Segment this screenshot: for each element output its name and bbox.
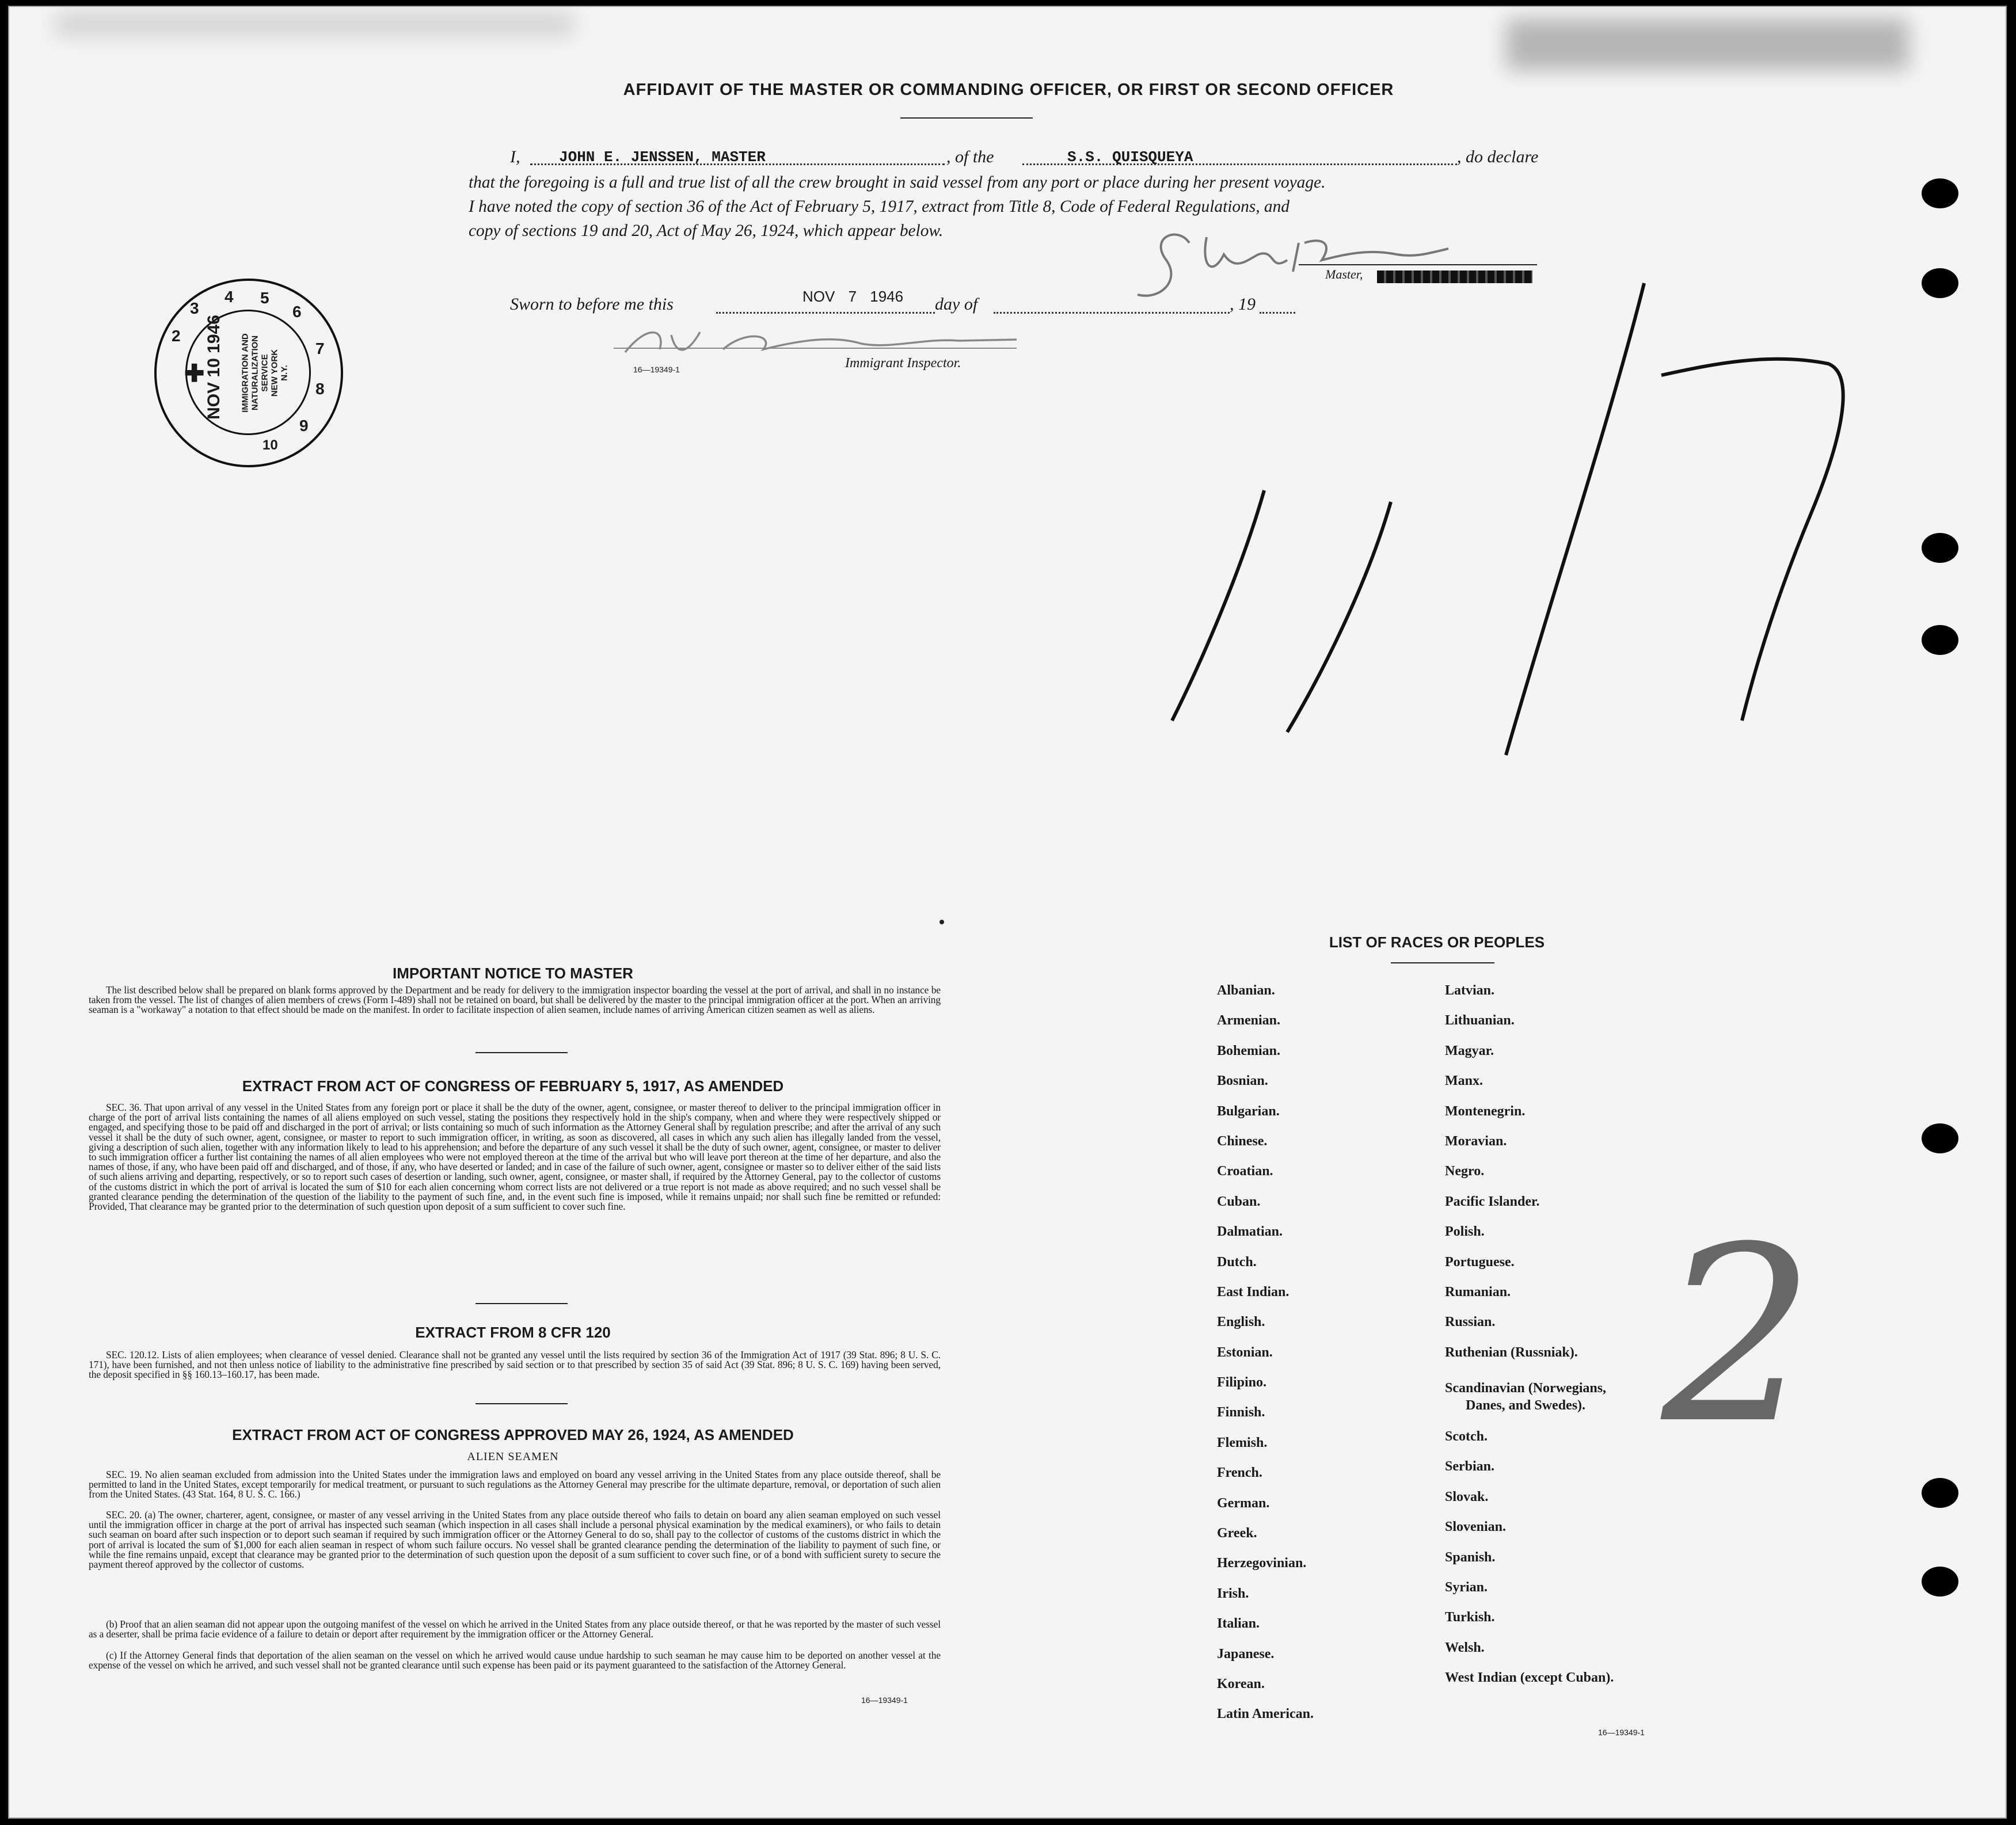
race-item: Albanian. — [1217, 983, 1275, 998]
extract-1924-title: EXTRACT FROM ACT OF CONGRESS APPROVED MAY 26, 1924, AS AMENDED — [232, 1426, 794, 1443]
stamp-dial-number: 3 — [190, 299, 199, 317]
race-item: West Indian (except Cuban). — [1445, 1670, 1614, 1686]
notice-body: The list described below shall be prepared on blank forms approved by the Department and be ready for delivery to the immigration inspector boarding the vessel at the port of arrival, and shall in no instance be taken from the vessel. The list of changes of alien members of crews (Form I-489) shall not be retained on board, but shall be delivered by the master to the principal immigration officer at the port. When an arriving seaman is a "workaway" a notation to that effect should be made on the manifest. In order to facilitate inspection of alien seamen, include names of arriving American citizen seamen as well as aliens. — [89, 984, 941, 1016]
race-item: East Indian. — [1217, 1284, 1290, 1300]
race-item: Flemish. — [1217, 1435, 1268, 1450]
race-item: Turkish. — [1445, 1610, 1495, 1625]
day-of-label: day of — [935, 295, 978, 314]
races-column-2 — [1445, 982, 1614, 1700]
form-code: 16—19349-1 — [861, 1696, 908, 1705]
race-item: Bohemian. — [1217, 1043, 1281, 1058]
stamp-dial-number: 7 — [315, 340, 325, 357]
extract-1924-sec20b: (b) Proof that an alien seaman did not appear upon the outgoing manifest of the vessel on which he arrived in the United States from any place outside thereof, or that he was reported by the master of such vessel as a deserter, shall be prima facie evidence of a failure to detain or deport after requirement by the immigration officer or the Attorney General. — [89, 1618, 941, 1640]
race-item: Portuguese. — [1445, 1254, 1515, 1270]
inspector-signature — [614, 318, 1028, 364]
race-item: Magyar. — [1445, 1043, 1494, 1058]
race-item: Irish. — [1217, 1586, 1249, 1601]
year-label: , 19 — [1230, 295, 1256, 314]
stamp-agency-line: SERVICE — [260, 354, 270, 392]
punch-hole — [1922, 178, 1958, 208]
race-item: Latin American. — [1217, 1706, 1314, 1722]
inspector-signature-line — [614, 348, 1017, 349]
punch-hole — [1922, 1567, 1958, 1597]
races-column-1 — [1217, 982, 1314, 1736]
i-label: I, — [510, 147, 520, 166]
extract-1924-sec20c: (c) If the Attorney General finds that deportation of the alien seaman on the vessel on which he arrived would cause undue hardship to such seaman he may cause him to be deported on another vessel at the expense of the vessel on which he arrived, and such vessel shall not be granted clearance until such expense has been paid or its payment guaranteed to the satisfaction of the Attorney General. — [89, 1649, 941, 1671]
stamp-dial-number: 8 — [315, 380, 325, 398]
extract-1917-title: EXTRACT FROM ACT OF CONGRESS OF FEBRUARY 5, 1917, AS AMENDED — [242, 1077, 784, 1095]
race-item: Negro. — [1445, 1164, 1485, 1179]
race-item: Dalmatian. — [1217, 1224, 1283, 1240]
stamp-date: NOV 10 1946 — [204, 315, 223, 420]
race-item: English. — [1217, 1315, 1265, 1330]
punch-hole — [1922, 533, 1958, 563]
stamp-dial-number: 4 — [225, 288, 234, 306]
declaration-line: copy of sections 19 and 20, Act of May 26, 1924, which appear below. — [469, 222, 944, 240]
race-item: Croatian. — [1217, 1164, 1273, 1179]
race-item: Moravian. — [1445, 1133, 1507, 1149]
stamp-agency-line: NATURALIZATION — [250, 335, 260, 411]
sworn-date-line — [716, 312, 935, 314]
do-declare-label: , do declare — [1457, 147, 1539, 166]
race-item: Rumanian. — [1445, 1284, 1511, 1300]
race-item: Bosnian. — [1217, 1073, 1268, 1089]
race-item: French. — [1217, 1465, 1262, 1481]
race-item: Chinese. — [1217, 1133, 1268, 1149]
race-item: Herzegovinian. — [1217, 1556, 1307, 1571]
title-rule — [1391, 962, 1494, 963]
race-item: Estonian. — [1217, 1344, 1273, 1360]
race-item: Italian. — [1217, 1616, 1260, 1632]
race-item: Latvian. — [1445, 983, 1495, 998]
race-item: Serbian. — [1445, 1459, 1495, 1475]
stamp-dial-number: 10 — [263, 437, 278, 453]
race-item: Danes, and Swedes). — [1466, 1398, 1586, 1413]
extract-cfr-body: SEC. 120.12. Lists of alien employees; when clearance of vessel denied. Clearance shall not be granted any vessel until the lists required by section 36 of the Immigration Act of 1917 (39 Stat. 896; 8 U. S. C. 171), have been furnished, and not then unless notice of liability to the administrative fine prescribed by said section or to that prescribed by section 35 of said Act (39 Stat. 896; 8 U. S. C. 169) having been served, the deposit specified in §§ 160.13–160.17, has been made. — [89, 1349, 941, 1381]
race-item: Manx. — [1445, 1073, 1483, 1089]
race-item: Slovak. — [1445, 1489, 1489, 1504]
race-item: Pacific Islander. — [1445, 1194, 1540, 1209]
race-item: Scandinavian (Norwegians, — [1445, 1381, 1607, 1396]
sworn-date-value: NOV 7 1946 — [802, 288, 904, 305]
extract-1917-body: SEC. 36. That upon arrival of any vessel in the United States from any foreign port or place it shall be the duty of the owner, agent, consignee, or master thereof to deliver to the principal immigration officer in charge of the port of arrival lists containing the names of all aliens employed on such vessel, stating the positions they respectively hold in the ship's company, when and where they were respectively shipped or engaged, and specifying those to be paid off and discharged in the port of arrival; or lists containing so much of such information as the Attorney General shall by regulation prescribe; and after the arrival of any such vessel it shall be the duty of such owner, agent, consignee, or master to report to such immigration officer, in writing, as soon as discovered, all cases in which any such alien has illegally landed from the vessel, giving a description of such alien, together with any information likely to lead to his apprehension; and before the departure of any such vessel it shall be the duty of such owner, agent, consignee, or master to deliver to such immigration officer a further list containing the names of all alien employees who were not employed thereon at the time of the arrival but who will leave port thereon at the time of her departure, and also the names of those, if any, who have been paid off and discharged, and of those, if any, who have deserted or landed; and in case of the failure of such owner, agent, consignee or master so to deliver either of the said lists of such aliens arriving and departing, respectively, or so to report such cases of desertion or landing, such owner, agent, consignee, or master shall, if required by the Attorney General, pay to the collector of customs of the customs district in which the port of arrival is located the sum of $10 for each alien concerning whom correct lists are not delivered or a true report is not made as above required; and no such vessel shall be granted clearance pending the determination of the question of the liability to the payment of such fine, and, in the event such fine is imposed, while it remains unpaid; nor shall such fine be remitted or refunded: Provided, That clearance may be granted prior to the determination of such question upon deposit of a sum sufficient to cover such fine. — [89, 1102, 941, 1213]
stamp-agency-line: N.Y. — [279, 365, 290, 381]
master-caption: Master, — [1325, 267, 1363, 281]
stamp-agency-line: NEW YORK — [269, 349, 280, 397]
race-item: Spanish. — [1445, 1549, 1496, 1565]
master-signature-line — [1299, 264, 1537, 265]
punch-hole — [1922, 268, 1958, 298]
vessel-value: S.S. QUISQUEYA — [1067, 148, 1193, 166]
race-item: Montenegrin. — [1445, 1103, 1526, 1119]
race-item: Welsh. — [1445, 1640, 1485, 1655]
race-item: Scotch. — [1445, 1429, 1488, 1445]
race-item: Bulgarian. — [1217, 1103, 1280, 1119]
extract-cfr-title: EXTRACT FROM 8 CFR 120 — [415, 1324, 611, 1341]
section-rule — [476, 1403, 568, 1404]
extract-1924-sec20a: SEC. 20. (a) The owner, charterer, agent, consignee, or master of any vessel arriving in the United States from any place outside thereof who fails to detain on board any alien seaman employed on such vessel until the immigration officer in charge at the port of arrival has inspected such seaman (which inspection in all cases shall include a personal physical examination by the medical examiners), or who fails to detain such seaman on board after such inspection or to deport such seaman if required by such immigration officer or the Attorney General to do so, shall pay to the collector of customs of the customs district in which the port of arrival is located the sum of $1,000 for each alien seaman in respect of whom such failure occurs. No vessel shall be granted clearance pending the determination of the liability to payment of such fine, or while the fine remains unpaid, except that clearance may be granted prior to the determination of such question upon the deposit of a sum sufficient to cover such fine, or of a bond with sufficient surety to secure the payment thereof approved by the collector of customs. — [89, 1509, 941, 1571]
sworn-label: Sworn to before me this — [510, 295, 674, 314]
notice-title: IMPORTANT NOTICE TO MASTER — [393, 965, 633, 982]
punch-hole — [1922, 1478, 1958, 1508]
extract-1924-sec19: SEC. 19. No alien seaman excluded from admission into the United States under the immigration laws and employed on board any vessel arriving in the United States from any place outside thereof, shall be permitted to land in the United States, except temporarily for medical treatment, or pursuant to such regulations as the Attorney General may prescribe for the ultimate departure, removal, or deportation of such alien from the United States. (43 Stat. 164, 8 U. S. C. 166.) — [89, 1469, 941, 1500]
races-title: LIST OF RACES OR PEOPLES — [1329, 934, 1545, 951]
race-item: Lithuanian. — [1445, 1013, 1515, 1028]
date-stamp — [154, 279, 343, 467]
section-rule — [476, 1303, 568, 1304]
section-rule — [476, 1052, 568, 1053]
race-item: Cuban. — [1217, 1194, 1261, 1209]
handwritten-page-number: 2 — [1661, 1195, 1816, 1477]
race-item: Russian. — [1445, 1315, 1496, 1330]
punch-hole — [1922, 625, 1958, 655]
scan-smudge — [55, 13, 573, 36]
race-item: Ruthenian (Russniak). — [1445, 1344, 1578, 1360]
document-sheet — [8, 6, 2007, 1819]
title-rule — [900, 117, 1033, 119]
race-item: Dutch. — [1217, 1254, 1257, 1270]
punch-hole — [1922, 1123, 1958, 1153]
scan-smudge — [1506, 18, 1909, 70]
stamp-agency-line: IMMIGRATION AND — [240, 333, 250, 413]
stamp-dial-number: 9 — [299, 417, 309, 435]
affidavit-title: AFFIDAVIT OF THE MASTER OR COMMANDING OFFICER, OR FIRST OR SECOND OFFICER — [623, 81, 1394, 99]
race-item: Korean. — [1217, 1676, 1265, 1691]
declaration-line: I have noted the copy of section 36 of the Act of February 5, 1917, extract from Title 8, Code of Federal Regulations, and — [469, 197, 1290, 216]
race-item: Japanese. — [1217, 1646, 1275, 1662]
race-item: Armenian. — [1217, 1013, 1280, 1028]
race-item: Slovenian. — [1445, 1519, 1507, 1535]
race-item: Finnish. — [1217, 1405, 1265, 1420]
inspector-caption: Immigrant Inspector. — [845, 356, 961, 371]
stray-mark — [930, 910, 953, 934]
extract-1924-subtitle: ALIEN SEAMEN — [467, 1450, 559, 1463]
stamp-dial-number: 2 — [172, 327, 181, 345]
handwritten-number-large — [1149, 272, 1874, 778]
form-code: 16—19349-1 — [1598, 1728, 1645, 1737]
race-item: Polish. — [1445, 1224, 1485, 1240]
race-item: German. — [1217, 1495, 1270, 1511]
master-name-value: JOHN E. JENSSEN, MASTER — [559, 148, 766, 166]
form-code: 16—19349-1 — [633, 365, 680, 374]
stamp-dial-number: 6 — [292, 303, 302, 321]
declaration-line: that the foregoing is a full and true list of all the crew brought in said vessel from any port or place during her present voyage. — [469, 173, 1326, 192]
race-item: Filipino. — [1217, 1375, 1267, 1390]
stamp-agency — [241, 307, 290, 439]
race-item: Greek. — [1217, 1526, 1257, 1541]
stamp-dial-number: 5 — [260, 289, 269, 307]
stamp-cross-icon: ✚ — [184, 360, 205, 387]
race-item: Syrian. — [1445, 1580, 1488, 1595]
of-the-label: , of the — [946, 147, 994, 166]
